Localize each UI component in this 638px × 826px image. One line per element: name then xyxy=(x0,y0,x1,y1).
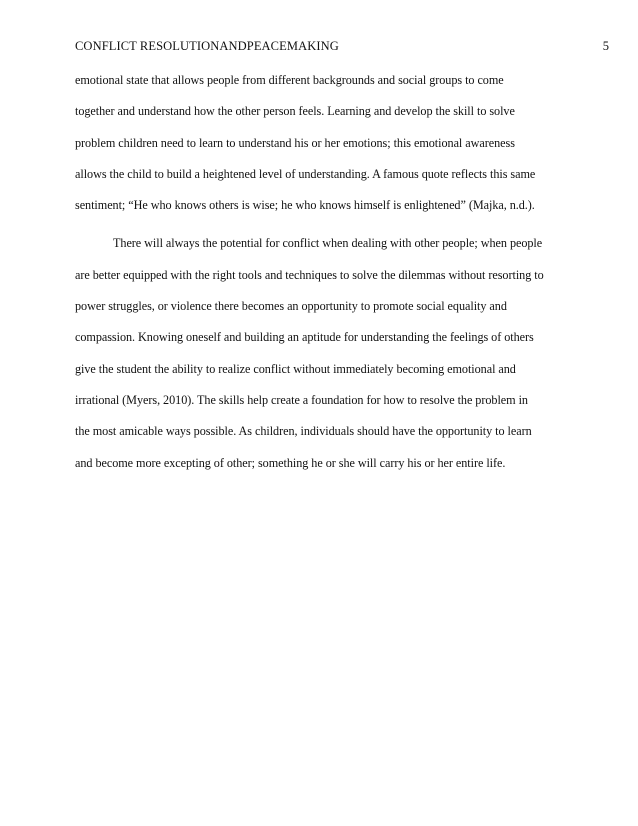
paragraph-line: power struggles, or violence there becomes an opportunity to promote social equality and xyxy=(75,299,507,314)
paragraph-line: emotional state that allows people from different backgrounds and social groups to come xyxy=(75,73,504,87)
paragraph-line: give the student the ability to realize conflict without immediately becoming emotional and xyxy=(75,361,516,376)
paragraph-2 xyxy=(75,228,575,478)
paragraph-line: allows the child to build a heightened level of understanding. A famous quote reflects this same xyxy=(75,166,536,181)
paragraph-line: There will always the potential for conflict when dealing with other people; when people xyxy=(113,236,543,251)
document-body xyxy=(75,65,575,479)
paragraph-line: and become more excepting of other; something he or she will carry his or her entire life. xyxy=(75,455,506,470)
paragraph-spacer xyxy=(75,221,575,228)
paragraph-line: are better equipped with the right tools and techniques to solve the dilemmas without resorting to xyxy=(75,267,544,282)
page-number: 5 xyxy=(602,39,609,53)
paragraph-line: compassion. Knowing oneself and building an aptitude for understanding the feelings of others xyxy=(75,330,534,345)
paragraph-line: irrational (Myers, 2010). The skills help create a foundation for how to resolve the problem in xyxy=(75,392,528,407)
running-head: CONFLICT RESOLUTIONANDPEACEMAKING xyxy=(75,39,339,53)
paragraph-line: together and understand how the other person feels. Learning and develop the skill to solve xyxy=(75,104,515,119)
paragraph-line: the most amicable ways possible. As children, individuals should have the opportunity to learn xyxy=(75,424,532,439)
paragraph-line: sentiment; “He who knows others is wise; he who knows himself is enlightened” (Majka, n.d.). xyxy=(75,198,535,213)
paragraph-line: problem children need to learn to understand his or her emotions; this emotional awareness xyxy=(75,135,515,150)
paragraph-1 xyxy=(75,65,575,221)
